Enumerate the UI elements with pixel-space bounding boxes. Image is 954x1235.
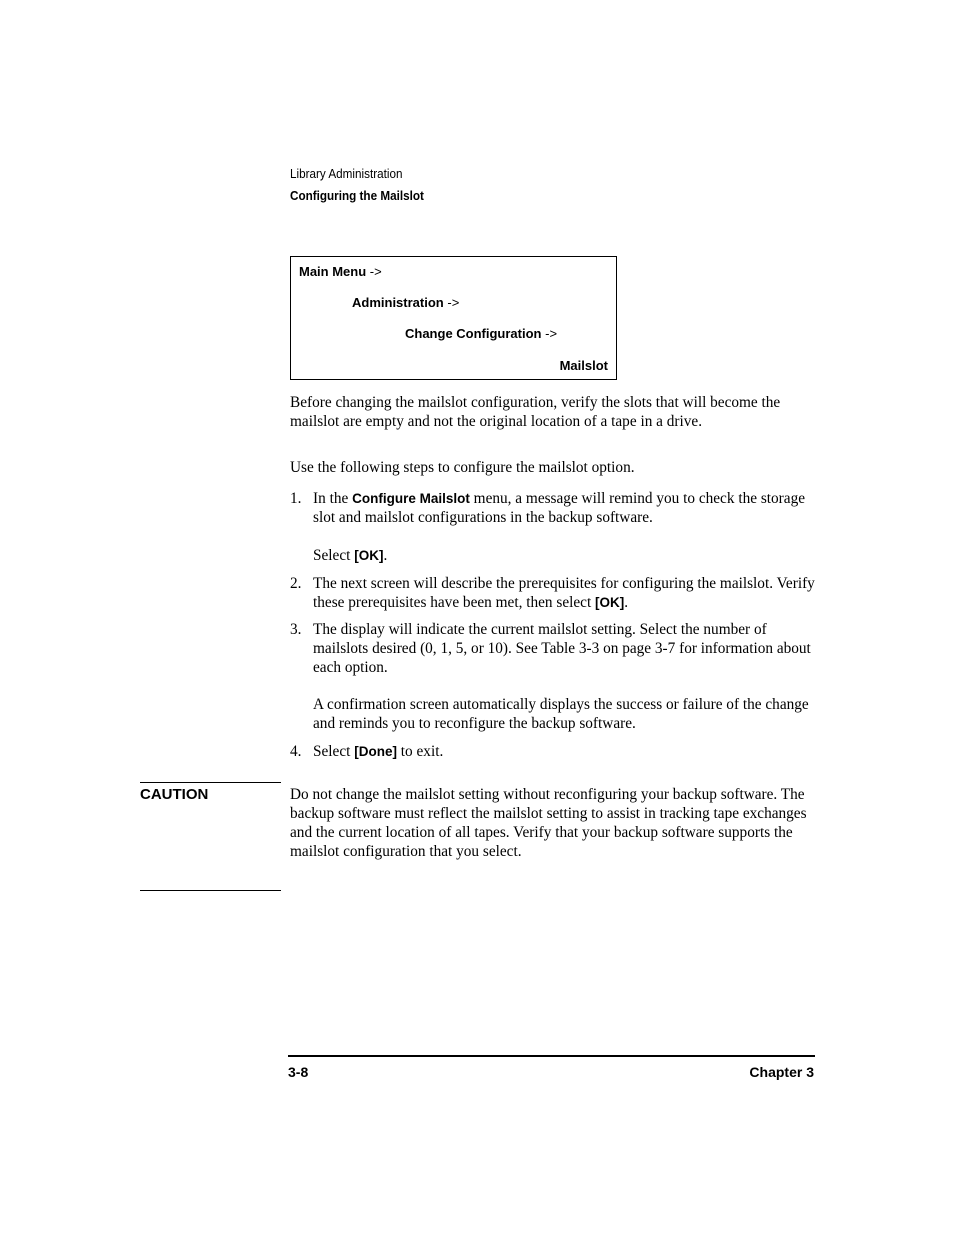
ui-label: [OK] (354, 548, 384, 563)
intro-paragraph-1: Before changing the mailslot configuration, verify the slots that will become the mailslot are empty and not the original location of a tape in a drive. (290, 394, 781, 430)
ui-label: Configure Mailslot (352, 491, 470, 506)
caution-label: CAUTION (140, 786, 209, 803)
chapter-label: Chapter 3 (749, 1064, 814, 1080)
menu-path-main: Main Menu -> (299, 264, 382, 279)
caution-top-rule (140, 782, 281, 783)
step-text: In the Configure Mailslot menu, a message will remind you to check the storage slot and mailslot configurations in the backup software. (313, 490, 806, 526)
step-number: 4. (290, 743, 302, 760)
footer-rule (288, 1055, 815, 1057)
step-number: 3. (290, 621, 302, 638)
menu-path-mailslot: Mailslot (559, 358, 608, 373)
running-header-title: Configuring the Mailslot (290, 188, 424, 203)
step-subtext: Select [OK]. (313, 547, 388, 564)
ui-label: [Done] (354, 744, 397, 759)
running-header-section: Library Administration (290, 166, 403, 181)
menu-path-administration: Administration -> (352, 295, 460, 310)
menu-path-box (290, 256, 617, 380)
step-subtext: A confirmation screen automatically displays the success or failure of the change and reminds you to reconfigure the backup software. (313, 696, 809, 732)
caution-text: Do not change the mailslot setting without reconfiguring your backup software. The backup software must reflect the mailslot setting to assist in tracking tape exchanges and the current location of all tapes. Verify that your backup software supports the mailslot configuration that you select. (290, 786, 807, 860)
intro-paragraph-2: Use the following steps to configure the mailslot option. (290, 459, 635, 476)
menu-path-change-configuration: Change Configuration -> (405, 326, 558, 341)
step-number: 2. (290, 575, 302, 592)
step-number: 1. (290, 490, 302, 507)
page-number: 3-8 (288, 1064, 309, 1080)
ui-label: [OK] (595, 595, 625, 610)
step-text: Select [Done] to exit. (313, 743, 444, 760)
step-text: The next screen will describe the prerequisites for configuring the mailslot. Verify these prerequisites have been met, then select [OK]. (313, 575, 815, 611)
caution-bottom-rule (140, 890, 281, 891)
step-text: The display will indicate the current mailslot setting. Select the number of mailslots desired (0, 1, 5, or 10). See Table 3-3 on page 3-7 for information about each option. (313, 621, 811, 676)
